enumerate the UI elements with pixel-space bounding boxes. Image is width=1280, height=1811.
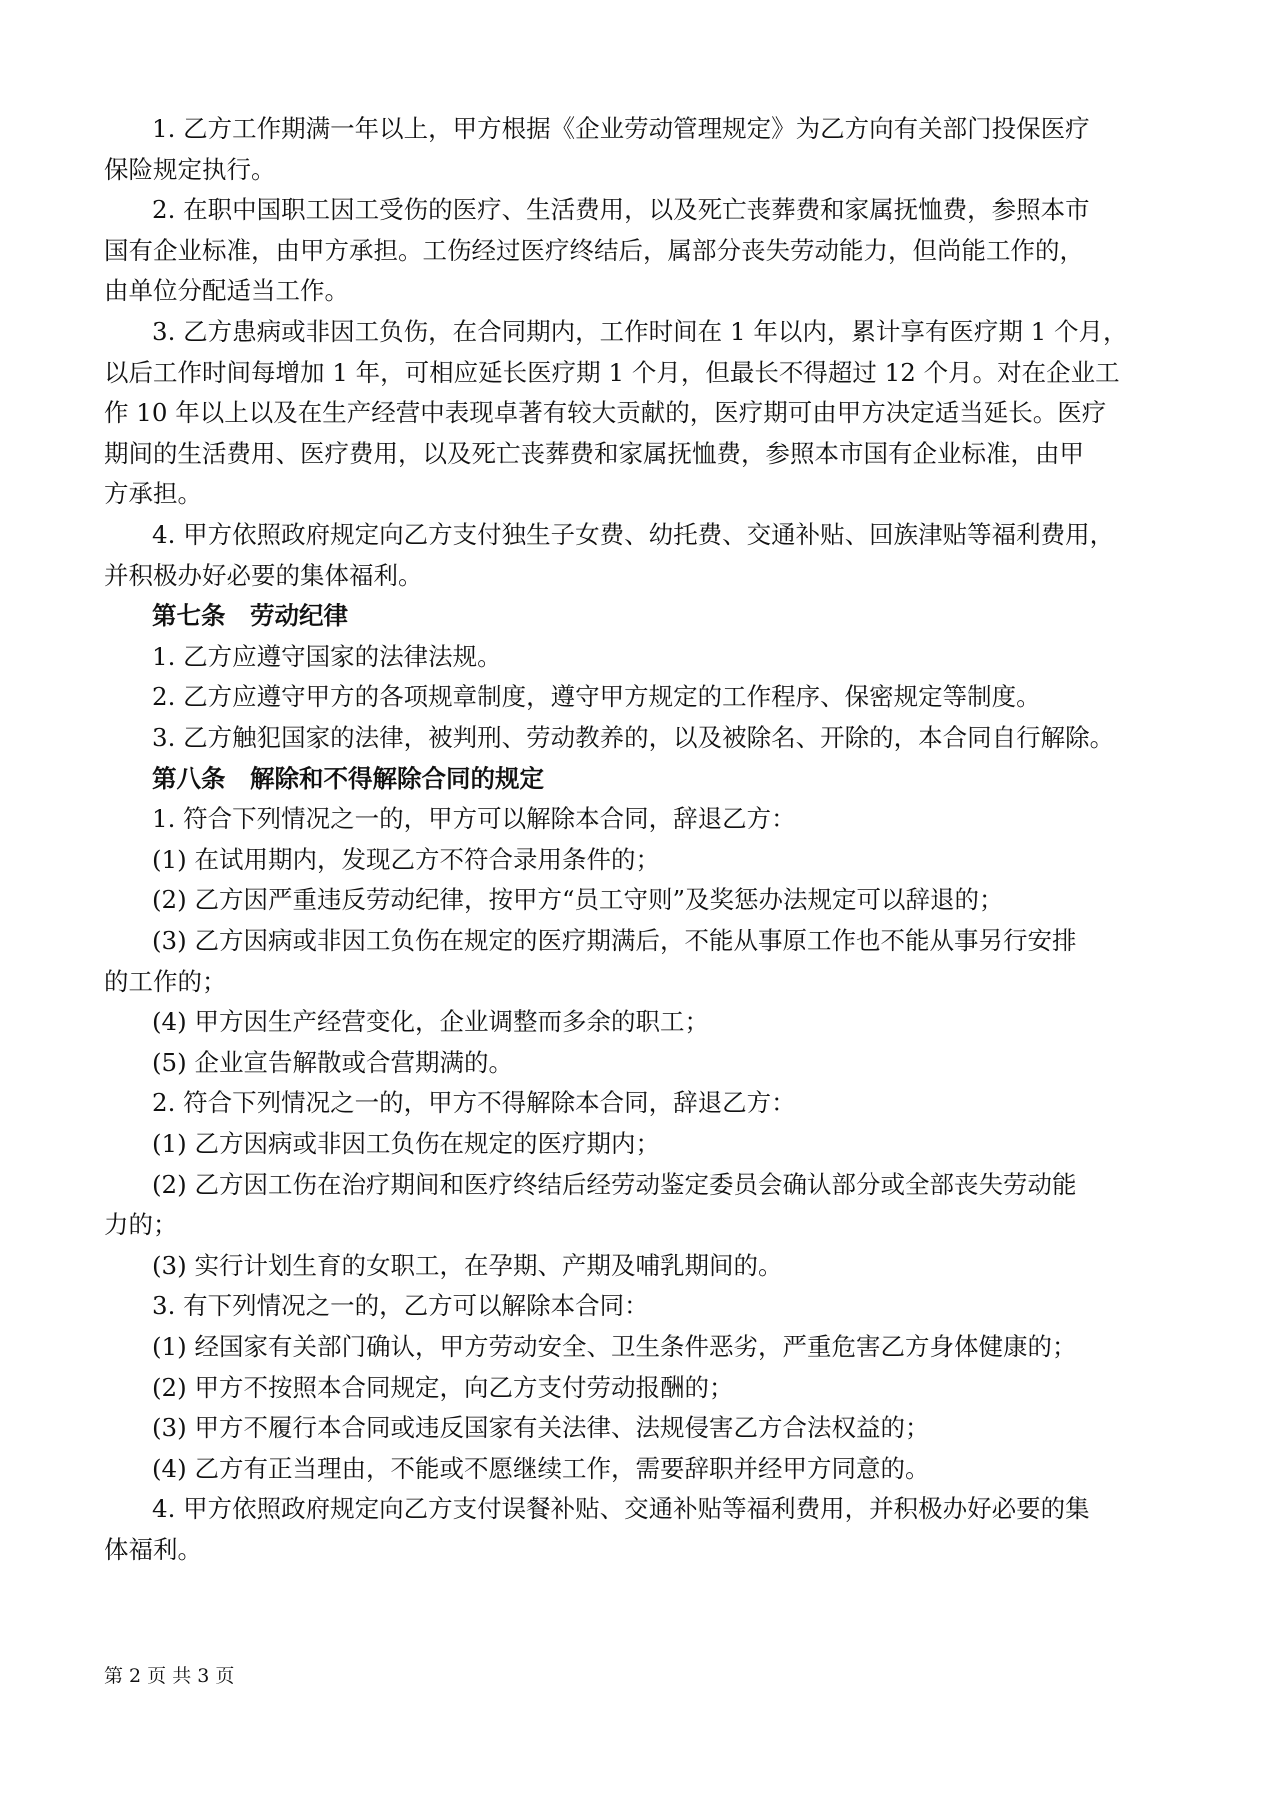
paragraph-line: (4) 甲方因生产经营变化，企业调整而多余的职工；: [152, 1007, 709, 1036]
paragraph-line: 4. 甲方依照政府规定向乙方支付独生子女费、幼托费、交通补贴、回族津贴等福利费用，: [152, 520, 1115, 549]
paragraph-line: 1. 乙方工作期满一年以上，甲方根据《企业劳动管理规定》为乙方向有关部门投保医疗: [152, 114, 1090, 143]
paragraph-line: (1) 乙方因病或非因工负伤在规定的医疗期内；: [152, 1129, 660, 1158]
page-number-footer: 第 2 页 共 3 页: [104, 1665, 235, 1687]
paragraph-line: 国有企业标准，由甲方承担。工伤经过医疗终结后，属部分丧失劳动能力，但尚能工作的，: [104, 236, 1084, 265]
paragraph-line: 力的；: [104, 1210, 178, 1239]
paragraph-line: 2. 乙方应遵守甲方的各项规章制度，遵守甲方规定的工作程序、保密规定等制度。: [152, 682, 1041, 711]
paragraph-line: 3. 有下列情况之一的，乙方可以解除本合同：: [152, 1291, 649, 1320]
paragraph-line: 3. 乙方触犯国家的法律，被判刑、劳动教养的，以及被除名、开除的，本合同自行解除。: [152, 723, 1115, 752]
paragraph-line: (5) 企业宣告解散或合营期满的。: [152, 1048, 513, 1077]
paragraph-line: (3) 实行计划生育的女职工，在孕期、产期及哺乳期间的。: [152, 1251, 783, 1280]
paragraph-line: (2) 乙方因工伤在治疗期间和医疗终结后经劳动鉴定委员会确认部分或全部丧失劳动能: [152, 1170, 1077, 1199]
paragraph-line: 1. 乙方应遵守国家的法律法规。: [152, 642, 502, 671]
paragraph-line: (2) 乙方因严重违反劳动纪律，按甲方“员工守则”及奖惩办法规定可以辞退的；: [152, 885, 1004, 914]
paragraph-line: 以后工作时间每增加 1 年，可相应延长医疗期 1 个月，但最长不得超过 12 个月。对在企业工: [104, 358, 1120, 387]
paragraph-line: 4. 甲方依照政府规定向乙方支付误餐补贴、交通补贴等福利费用，并积极办好必要的集: [152, 1494, 1090, 1523]
paragraph-line: 方承担。: [104, 479, 202, 508]
paragraph-line: (1) 经国家有关部门确认，甲方劳动安全、卫生条件恶劣，严重危害乙方身体健康的；: [152, 1332, 1077, 1361]
section-heading: 第八条 解除和不得解除合同的规定: [152, 764, 544, 793]
paragraph-line: 体福利。: [104, 1535, 202, 1564]
paragraph-line: 2. 在职中国职工因工受伤的医疗、生活费用，以及死亡丧葬费和家属抚恤费，参照本市: [152, 195, 1090, 224]
paragraph-line: 由单位分配适当工作。: [104, 276, 349, 305]
paragraph-line: 并积极办好必要的集体福利。: [104, 561, 423, 590]
paragraph-line: 期间的生活费用、医疗费用，以及死亡丧葬费和家属抚恤费，参照本市国有企业标准，由甲: [104, 439, 1084, 468]
paragraph-line: 的工作的；: [104, 967, 227, 996]
paragraph-line: 3. 乙方患病或非因工负伤，在合同期内，工作时间在 1 年以内，累计享有医疗期 1 个月，: [152, 317, 1128, 346]
paragraph-line: (3) 甲方不履行本合同或违反国家有关法律、法规侵害乙方合法权益的；: [152, 1413, 930, 1442]
paragraph-line: (4) 乙方有正当理由，不能或不愿继续工作，需要辞职并经甲方同意的。: [152, 1454, 930, 1483]
paragraph-line: (1) 在试用期内，发现乙方不符合录用条件的；: [152, 845, 660, 874]
paragraph-line: 作 10 年以上以及在生产经营中表现卓著有较大贡献的，医疗期可由甲方决定适当延长。医疗: [104, 398, 1107, 427]
paragraph-line: 2. 符合下列情况之一的，甲方不得解除本合同，辞退乙方：: [152, 1088, 796, 1117]
paragraph-line: 1. 符合下列情况之一的，甲方可以解除本合同，辞退乙方：: [152, 804, 796, 833]
section-heading: 第七条 劳动纪律: [152, 601, 348, 630]
paragraph-line: (2) 甲方不按照本合同规定，向乙方支付劳动报酬的；: [152, 1373, 734, 1402]
paragraph-line: 保险规定执行。: [104, 155, 276, 184]
paragraph-line: (3) 乙方因病或非因工负伤在规定的医疗期满后，不能从事原工作也不能从事另行安排: [152, 926, 1077, 955]
